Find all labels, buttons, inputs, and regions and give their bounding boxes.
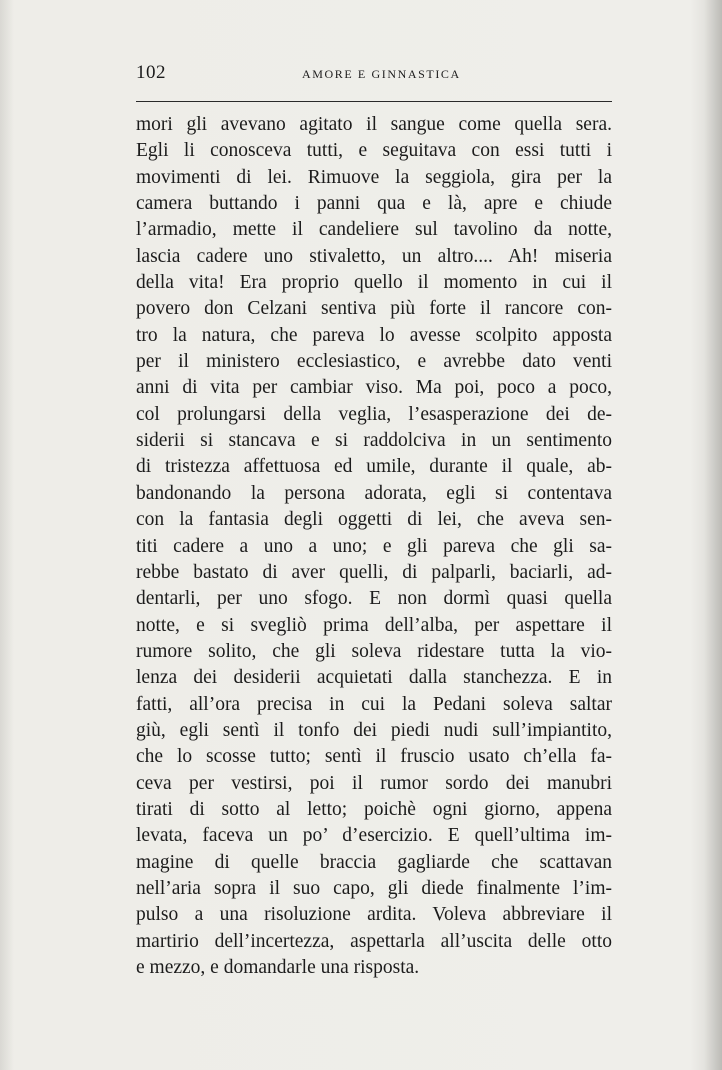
page-number: 102 [136, 62, 166, 83]
text-line: e mezzo, e domandarle una risposta. [136, 957, 420, 978]
text-line: con la fantasia degli oggetti di lei, che aveva sen- [136, 509, 612, 531]
text-line: anni di vita per cambiar viso. Ma poi, poco a poco, [136, 377, 612, 399]
text-line: siderii si stancava e si raddolciva in un sentimento [136, 430, 612, 452]
text-line: fatti, all’ora precisa in cui la Pedani soleva saltar [136, 693, 612, 715]
text-line: che lo scosse tutto; sentì il fruscio usato ch’ella fa- [136, 746, 612, 768]
text-line: della vita! Era proprio quello il momento in cui il [136, 272, 612, 294]
text-line: povero don Celzani sentiva più forte il rancore con- [136, 298, 612, 320]
running-title: AMORE E GINNASTICA [302, 67, 461, 81]
text-line: lenza dei desiderii acquietati dalla stanchezza. E in [136, 667, 612, 689]
text-line: camera buttando i panni qua e là, apre e chiude [136, 193, 612, 215]
text-line: movimenti di lei. Rimuove la seggiola, gira per la [136, 166, 612, 188]
text-line: Egli li conosceva tutti, e seguitava con essi tutti i [136, 140, 612, 162]
header-rule [136, 101, 612, 102]
text-line: rumore solito, che gli soleva ridestare tutta la vio- [136, 640, 612, 662]
text-line: col prolungarsi della veglia, l’esasperazione dei de- [136, 403, 612, 425]
text-line: tro la natura, che pareva lo avesse scolpito apposta [136, 324, 612, 346]
text-line: bandonando la persona adorata, egli si contentava [136, 482, 612, 504]
text-line: martirio dell’incertezza, aspettarla all’uscita delle otto [136, 930, 612, 952]
text-line: levata, faceva un po’ d’esercizio. E quell’ultima im- [136, 825, 612, 847]
text-line: mori gli avevano agitato il sangue come quella sera. [136, 114, 612, 135]
page-edge-shadow [704, 0, 722, 1070]
text-line: l’armadio, mette il candeliere sul tavolino da notte, [136, 219, 612, 241]
text-line: lascia cadere uno stivaletto, un altro.... Ah! miseria [136, 245, 612, 267]
body-text [136, 112, 612, 981]
text-line: notte, e si svegliò prima dell’alba, per aspettare il [136, 614, 612, 636]
text-line: per il ministero ecclesiastico, e avrebbe dato venti [136, 351, 612, 373]
text-line: pulso a una risoluzione ardita. Voleva abbreviare il [136, 904, 612, 926]
text-line: ceva per vestirsi, poi il rumor sordo dei manubri [136, 772, 612, 794]
text-line: dentarli, per uno sfogo. E non dormì quasi quella [136, 588, 612, 610]
text-line: giù, egli sentì il tonfo dei piedi nudi sull’impiantito, [136, 719, 612, 741]
text-line: nell’aria sopra il suo capo, gli diede finalmente l’im- [136, 877, 612, 899]
text-line: rebbe bastato di aver quelli, di palparli, baciarli, ad- [136, 561, 612, 583]
text-line: titi cadere a uno a uno; e gli pareva che gli sa- [136, 535, 612, 557]
text-line: di tristezza affettuosa ed umile, durante il quale, ab- [136, 456, 612, 478]
page-header [136, 62, 612, 88]
text-line: magine di quelle braccia gagliarde che scattavan [136, 851, 612, 873]
text-line: tirati di sotto al letto; poichè ogni giorno, appena [136, 798, 612, 820]
